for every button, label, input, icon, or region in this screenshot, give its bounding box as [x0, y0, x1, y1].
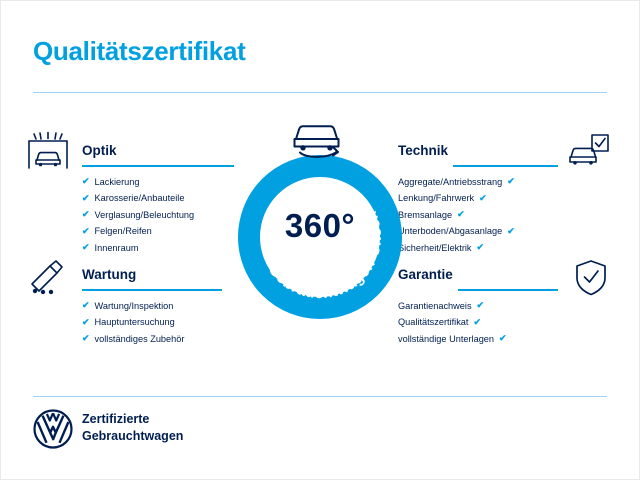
- list-item-label: vollständiges Zubehör: [94, 333, 185, 344]
- list-item-label: Verglasung/Beleuchtung: [94, 209, 195, 220]
- list-item: [398, 240, 558, 257]
- list-item: [82, 240, 242, 257]
- vw-logo-icon: [33, 409, 73, 449]
- list-item-label: Lenkung/Fahrwerk: [398, 193, 475, 203]
- list-item: [82, 190, 242, 207]
- center-badge: [237, 154, 403, 320]
- quadrant-garantie-items: [398, 298, 558, 348]
- svg-text:Gebrauchtwagen-Check: Gebrauchtwagen-Check: [264, 208, 386, 303]
- check-icon: ✔: [82, 316, 90, 327]
- check-icon: ✔: [82, 176, 90, 187]
- quadrant-wartung-items: [82, 298, 242, 348]
- check-icon: ✔: [507, 225, 515, 236]
- check-icon: ✔: [479, 192, 487, 203]
- list-item: [398, 314, 558, 331]
- list-item: [82, 331, 242, 348]
- list-item: [398, 174, 558, 191]
- car-check-icon: [567, 133, 611, 178]
- check-icon: ✔: [82, 242, 90, 253]
- list-item-label: Bremsanlage: [398, 209, 453, 220]
- list-item: [398, 207, 558, 224]
- list-item: [82, 223, 242, 240]
- quadrant-optik: [82, 144, 242, 256]
- list-item-label: Garantienachweis: [398, 300, 472, 311]
- check-icon: ✔: [82, 300, 90, 311]
- check-icon: ✔: [82, 333, 90, 344]
- shield-check-icon: [574, 258, 608, 303]
- check-icon: ✔: [499, 333, 507, 344]
- list-item-label: Karosserie/Anbauteile: [94, 193, 185, 203]
- check-icon: ✔: [82, 209, 90, 220]
- quadrant-technik: [398, 144, 558, 256]
- quadrant-garantie-title: Garantie: [398, 267, 453, 282]
- list-item-label: Hauptuntersuchung: [94, 317, 175, 327]
- check-icon: ✔: [476, 300, 485, 311]
- list-item-label: Sicherheit/Elektrik: [398, 242, 472, 253]
- quadrant-technik-header: [398, 144, 558, 158]
- quadrant-optik-items: [82, 174, 242, 257]
- list-item: [398, 298, 558, 315]
- list-item: [398, 223, 558, 240]
- check-icon: ✔: [82, 192, 90, 203]
- badge-value: 360°: [284, 207, 356, 244]
- list-item-label: Felgen/Reifen: [94, 226, 152, 236]
- quadrant-optik-divider: [82, 165, 234, 167]
- list-item-label: Innenraum: [94, 242, 139, 253]
- footer-line-1: Zertifizierte: [82, 412, 150, 426]
- check-icon: ✔: [473, 316, 482, 327]
- check-icon: ✔: [507, 176, 515, 187]
- wrench-icon: [26, 258, 70, 303]
- quadrant-technik-items: [398, 174, 558, 257]
- list-item: [82, 298, 242, 315]
- list-item-label: Wartung/Inspektion: [94, 300, 174, 311]
- list-item: [82, 174, 242, 191]
- list-item: [82, 207, 242, 224]
- quadrant-wartung-header: [82, 268, 242, 282]
- quadrant-technik-title: Technik: [398, 143, 449, 158]
- check-icon: ✔: [476, 242, 485, 253]
- quadrant-garantie-divider: [458, 289, 558, 291]
- quadrant-optik-title: Optik: [82, 143, 117, 158]
- quadrant-technik-divider: [453, 165, 558, 167]
- quadrant-wartung-divider: [82, 289, 222, 291]
- list-item-label: Unterboden/Abgasanlage: [398, 226, 503, 236]
- quadrant-garantie-header: [398, 268, 558, 282]
- list-item-label: vollständige Unterlagen: [398, 333, 495, 344]
- check-icon: ✔: [82, 225, 90, 236]
- page-title: Qualitätszertifikat: [33, 36, 246, 66]
- check-icon: ✔: [457, 209, 465, 220]
- car-rotate-icon: [288, 118, 352, 160]
- quadrant-wartung: [82, 268, 242, 347]
- quadrant-optik-header: [82, 144, 242, 158]
- quadrant-garantie: [398, 268, 558, 347]
- quadrant-wartung-title: Wartung: [82, 267, 137, 282]
- footer-divider: [33, 396, 607, 397]
- list-item: [82, 314, 242, 331]
- title-divider: [33, 92, 607, 93]
- footer-line-2: Gebrauchtwagen: [82, 429, 184, 443]
- footer-text: [82, 411, 183, 445]
- car-wash-icon: [26, 131, 70, 176]
- list-item: [398, 190, 558, 207]
- list-item-label: Qualitätszertifikat: [398, 317, 469, 327]
- list-item: [398, 331, 558, 348]
- list-item-label: Lackierung: [94, 176, 140, 187]
- list-item-label: Aggregate/Antriebsstrang: [398, 176, 503, 187]
